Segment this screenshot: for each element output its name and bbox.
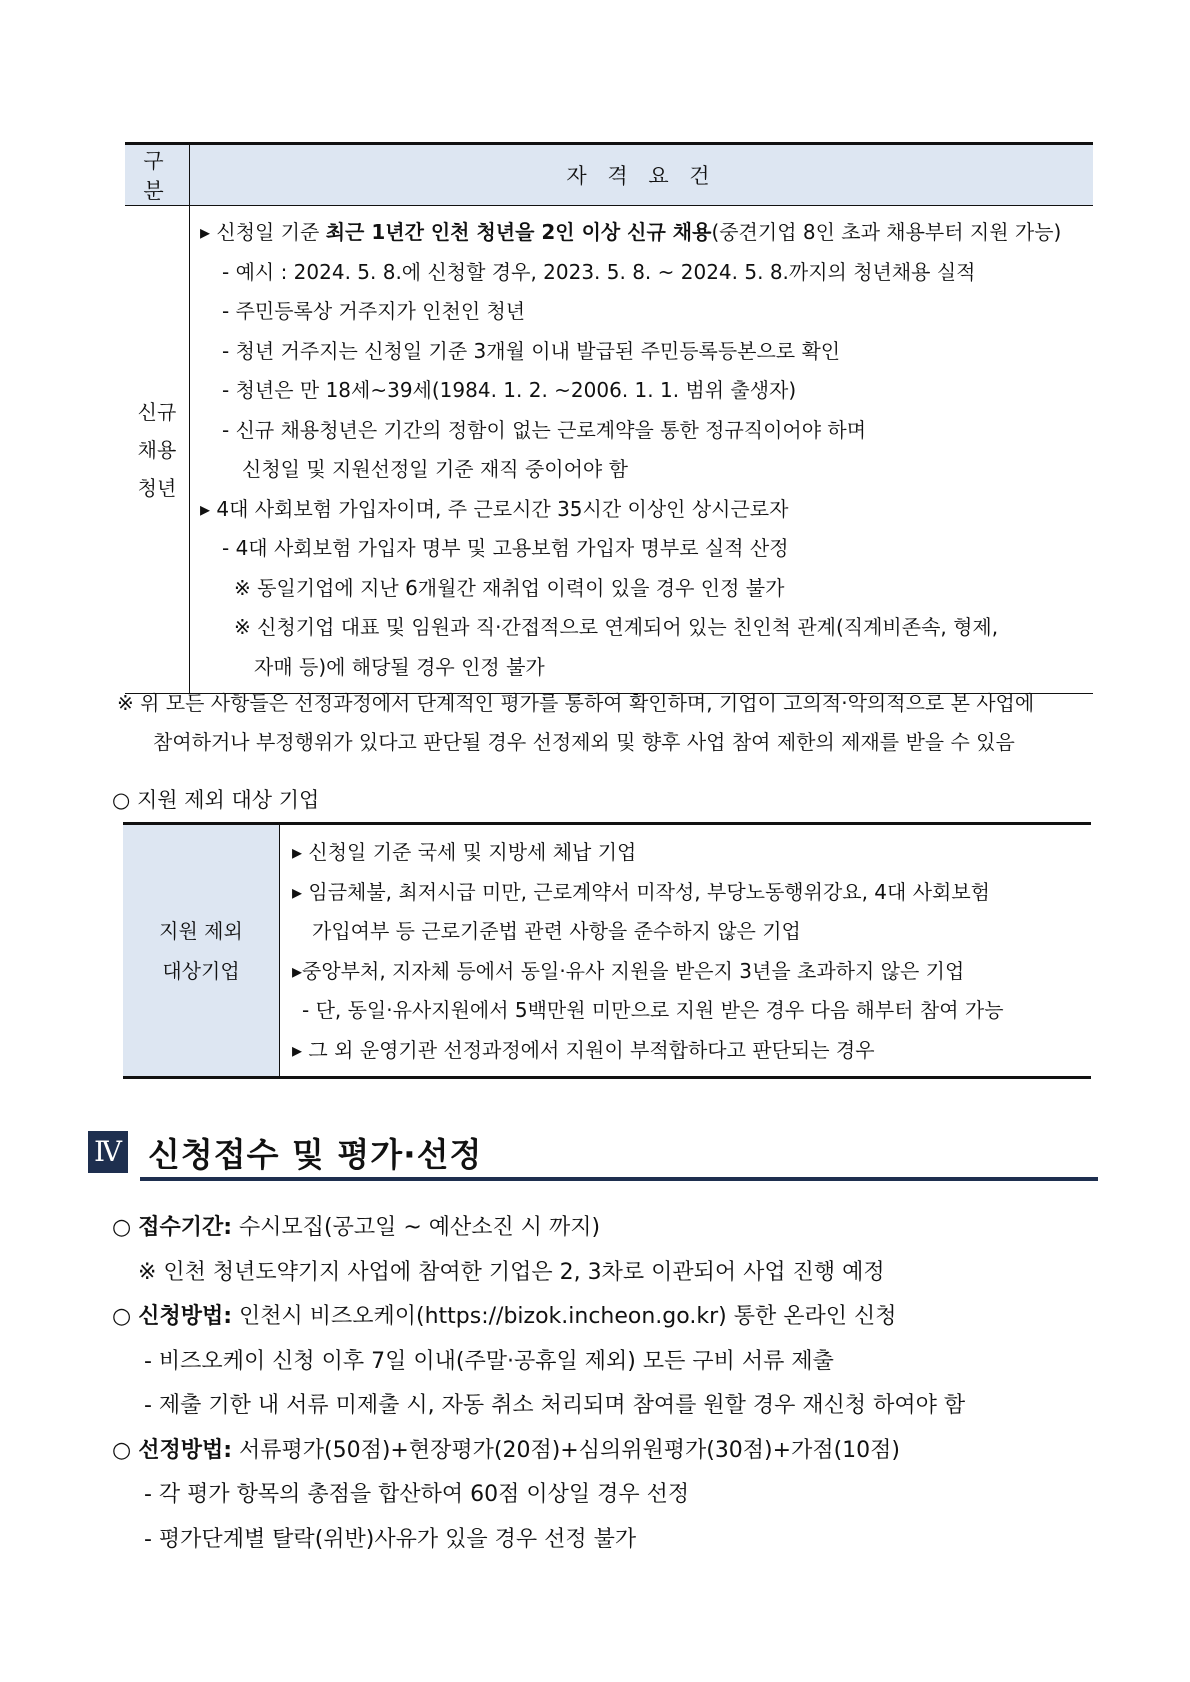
list-item: - 비즈오케이 신청 이후 7일 이내(주말·공휴일 제외) 모든 구비 서류 제출 [144,1348,834,1374]
eligibility-table [125,142,1093,694]
application-details [112,1206,1112,1562]
list-item: - 단, 동일·유사지원에서 5백만원 미만으로 지원 받은 경우 다음 해부터 참여 가능 [302,998,1004,1022]
list-item: ○ 선정방법: 서류평가(50점)+현장평가(20점)+심의위원평가(30점)+가점(10점) [112,1437,900,1463]
exclusion-table [123,822,1091,1079]
list-item: 신청일 및 지원선정일 기준 재직 중이어야 함 [242,457,628,481]
requirements-cell [190,206,1094,694]
header-requirements: 자 격 요 건 [190,144,1094,206]
header-category: 구 분 [125,144,190,206]
triangle-bullet-icon: ▸ [292,1037,309,1062]
list-item: ○ 신청방법: 인천시 비즈오케이(https://bizok.incheon.go.kr) 통한 온라인 신청 [112,1304,897,1329]
table-header-row [125,144,1093,206]
table-row [123,824,1091,1078]
list-item: - 청년은 만 18세~39세(1984. 1. 2. ~2006. 1. 1. 범위 출생자) [222,378,797,402]
list-item: - 주민등록상 거주지가 인천인 청년 [222,299,526,323]
section-number: Ⅳ [88,1131,128,1173]
list-item: - 각 평가 항목의 총점을 합산하여 60점 이상일 경우 선정 [144,1482,690,1507]
list-item: 자매 등)에 해당될 경우 인정 불가 [254,654,545,679]
table-row [125,206,1093,694]
list-item: - 신규 채용청년은 기간의 정함이 없는 근로계약을 통한 정규직이어야 하며 [222,417,867,442]
list-item: ▸ 그 외 운영기관 선정과정에서 지원이 부적합하다고 판단되는 경우 [292,1037,875,1062]
row-label-excluded: 지원 제외 대상기업 [123,824,280,1078]
triangle-bullet-icon: ▸ [200,496,217,521]
list-item: ▸ 신청일 기준 최근 1년간 인천 청년을 2인 이상 신규 채용(중견기업 8인 초과 채용부터 지원 가능) [200,220,1062,244]
list-item: ▸ 4대 사회보험 가입자이며, 주 근로시간 35시간 이상인 상시근로자 [200,496,789,521]
triangle-bullet-icon: ▸ [292,958,303,983]
eligibility-note: ※ 위 모든 사항들은 선정과정에서 단계적인 평가를 통하여 확인하며, 기업이 고의적·악의적으로 본 사업에 참여하거나 부정행위가 있다고 판단될 경우 선정제외 및 향후 사업 참여 제한의 제재를 받을 수 있음 [117,691,1035,754]
list-item: ▸중앙부처, 지자체 등에서 동일·유사 지원을 받은지 3년을 초과하지 않은 기업 [292,958,965,983]
triangle-bullet-icon: ▸ [200,220,217,244]
list-item: ※ 신청기업 대표 및 임원과 직·간접적으로 연계되어 있는 친인척 관계(직계비존속, 형제, [234,615,999,639]
triangle-bullet-icon: ▸ [292,840,309,864]
section-underline [140,1177,1098,1181]
exclusion-cell [280,824,1092,1078]
list-item: - 청년 거주지는 신청일 기준 3개월 이내 발급된 주민등록등본으로 확인 [222,338,841,363]
list-item: ※ 인천 청년도약기지 사업에 참여한 기업은 2, 3차로 이관되어 사업 진행 예정 [138,1259,885,1285]
exclusion-heading: ○ 지원 제외 대상 기업 [112,788,320,812]
list-item: ※ 동일기업에 지난 6개월간 재취업 이력이 있을 경우 인정 불가 [234,575,785,600]
section-title: 신청접수 및 평가·선정 [148,1135,483,1174]
row-label-new-youth: 신규 채용 청년 [125,206,190,694]
section-heading [88,1131,1098,1181]
list-item: ▸ 임금체불, 최저시급 미만, 근로계약서 미작성, 부당노동행위강요, 4대 사회보험 [292,879,990,904]
triangle-bullet-icon: ▸ [292,879,309,904]
list-item: ○ 접수기간: 수시모집(공고일 ~ 예산소진 시 까지) [112,1215,601,1240]
list-item: 가입여부 등 근로기준법 관련 사항을 준수하지 않은 기업 [312,919,801,943]
list-item: - 4대 사회보험 가입자 명부 및 고용보험 가입자 명부로 실적 산정 [222,536,789,560]
list-item: - 제출 기한 내 서류 미제출 시, 자동 취소 처리되며 참여를 원할 경우 재신청 하여야 함 [144,1393,966,1418]
list-item: - 예시 : 2024. 5. 8.에 신청할 경우, 2023. 5. 8. ~ 2024. 5. 8.까지의 청년채용 실적 [222,259,976,284]
list-item: ▸ 신청일 기준 국세 및 지방세 체납 기업 [292,840,637,864]
list-item: - 평가단계별 탈락(위반)사유가 있을 경우 선정 불가 [144,1526,637,1552]
